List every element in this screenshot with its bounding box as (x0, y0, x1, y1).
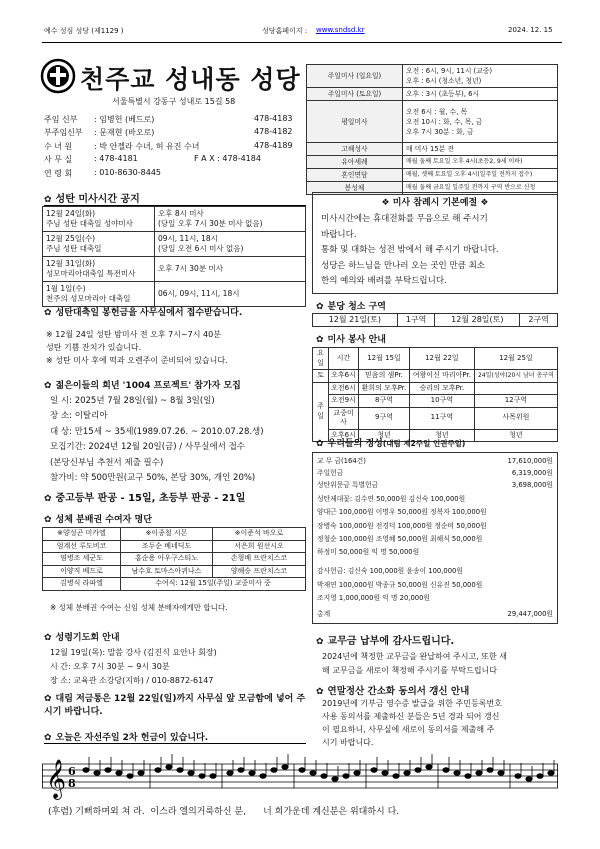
baptism-label: 유아세례 (307, 156, 403, 169)
thanks-heading: ✿ 교무금 납부에 감사드립니다. (316, 636, 455, 647)
note-head (238, 768, 244, 773)
consent-text: 2019년에 기부금 영수증 발급을 위한 주민등록번호 사용 동의서를 제출하신 분들은 5년 경과 되어 갱신 이 필요하니, 사무실에 새로이 동의서를 제출해 주 시기 바랍니다. (322, 699, 502, 747)
service-heading: ✿ 미사 봉사 안내 (316, 335, 386, 345)
note-head (393, 774, 399, 779)
note-head (382, 771, 388, 776)
christmas-time-cell: 오후 7시 30분 미사 (155, 257, 306, 282)
svg-text:𝄞: 𝄞 (46, 759, 67, 799)
header-divider (42, 42, 562, 43)
note-head (354, 771, 360, 776)
note-head (227, 771, 233, 776)
christmas-date-cell: 12월 24일(화) 주님 성탄 대축일 성야미사 (43, 207, 155, 232)
flower-bullet-icon: ✿ (316, 687, 324, 697)
flower-bullet-icon: ✿ (44, 308, 52, 318)
homepage-label: 성당홈페이지 : (262, 27, 308, 35)
note-head (415, 768, 421, 773)
confession-label: 고해성사 (307, 143, 403, 156)
staff-list (44, 114, 306, 181)
flower-bullet-icon: ✿ (44, 633, 52, 643)
staff-row: 연 령 회 : 010-8630-8445 (44, 167, 161, 178)
offering-total: 총계 29,447,000원 (317, 610, 553, 619)
cleaning-table: 12월 21일(토) 1구역 12월 28일(토) 2구역 (312, 313, 558, 327)
note-head (116, 771, 122, 776)
note-head (249, 771, 255, 776)
christmas-date-cell: 1월 1일(수) 천주의 성모마리아 대축일 (43, 282, 155, 307)
staff-row: 사 무 실 : 478-4181 F A X : 478-4184 (44, 154, 261, 165)
note-head (343, 774, 349, 779)
xmas-offering-heading: ✿ 성탄대축일 봉헌금을 사무실에서 접수받습니다. (44, 308, 243, 318)
minister-note: ※ 성체 분배권 수여는 신임 성체 분배자에게만 합니다. (50, 603, 228, 612)
offering-box (312, 452, 558, 624)
music-staff (42, 750, 558, 802)
note-head (282, 765, 288, 770)
note-head (454, 771, 460, 776)
consent-heading: ✿ 연말정산 간소화 동의서 갱신 안내 (316, 686, 470, 697)
christmas-time-cell: 09시, 11시, 18시 (당일 오전 6시 미사 없음) (155, 232, 306, 257)
weekday-mass-times: 오전 6시 : 월, 수, 목 오전 10시 : 화, 수, 목, 금 오후 7시 30분 : 화, 금 (403, 101, 558, 143)
youth-heading: ✿ 젊은이들의 희년 '1004 프로젝트' 참가자 모집 (44, 381, 241, 391)
christmas-time-cell: 오후 8시 미사 (당일 오후 7시 30분 미사 없음) (155, 207, 306, 232)
note-head (155, 768, 161, 773)
note-head (271, 768, 277, 773)
note-head (526, 777, 532, 782)
donor-list: 성탄제대꽃: 김수연 50,000원 김신숙 100,000원 양대근 100,000원 이명우 50,000원 정복자 100,000원 장병숙 100,000원 전경덕 100,000원 정순비 50,000원 정철순 100,000원 조영혜 50,000원 최해식 50,000원 하정미 50,000원 익 명 50,000원 감사헌금: 김신숙 100,000원 윤송이 100,000원 박재연 100,000원 박종규 50,000원 신유진 50,000원 조지영 1,000,000원 익 명 20,000원 (317, 495, 487, 603)
note-head (371, 768, 377, 773)
note-head (199, 774, 205, 779)
staff-row: 수 녀 원 : 박 안젤라 수녀, 허 유진 수녀 478-4189 (44, 140, 293, 151)
prayer-heading: ✿ 성령기도회 안내 (44, 633, 120, 643)
prayer-details: 12월 19일(목): 말씀 강사 (김진식 요안나 회장) 시 간: 오후 7시 30분 ~ 9시 30분 장 소: 교육관 소강당(지하) / 010-8872-6147 (50, 648, 217, 685)
flower-bullet-icon: ✿ (44, 694, 52, 704)
minister-table: ※양성곤 미카엘 ※이종철 시몬 ※이준석 바오로 엄계선 루도비코 조두순 베네딕도 서은희 원선시오 염병조 세군도 홍순용 아우구스티노 손형배 프란치스코 이양직 베드로 남수호 토마스아퀴나스 양해승 프란치스코 김병식 라파엘 수여식: 12월 15일(주일) 교중미사 중 (42, 527, 306, 591)
note-head (465, 774, 471, 779)
note-head (426, 765, 432, 770)
wedding-label: 혼인면담 (307, 169, 403, 182)
staff-row: 주임 신부 : 임병헌 (베드로) 478-4183 (44, 114, 293, 124)
note-head (83, 768, 89, 773)
note-head (138, 771, 144, 776)
saturday-mass-times: 오후 : 3시 (초등부), 6시 (403, 88, 558, 101)
note-head (105, 768, 111, 773)
note-head (332, 777, 338, 782)
sunday-mass-times: 오전 : 6시, 9시, 11시 (교중) 오후 : 6시 (청소년, 청년) (403, 65, 558, 88)
etiquette-box (312, 192, 558, 294)
youth-details: 일 시: 2025년 7월 28일(월) ~ 8월 3일(일) 장 소: 이탈리아 대 상: 만15세 ~ 35세(1989.07.26. ~ 2010.07.28.생) 모집기간: 2024년 12월 20일(금) / 사무실에서 접수 (본당신부님 추천서 제출 필수) 참가비: 약 500만원(교구 50%, 본당 30%, 개인 20%) (50, 396, 264, 484)
cleaning-heading: ✿ 분당 청소 구역 (316, 302, 386, 312)
christmas-date-cell: 12월 25일(수) 주님 성탄 대축일 (43, 232, 155, 257)
charity-announcement: ✿ 오늘은 자선주일 2차 헌금이 있습니다. (44, 730, 306, 744)
note-head (515, 774, 521, 779)
mass-schedule-table (306, 64, 558, 195)
issue-label: 예수 성심 성당 (제1129 ) (44, 27, 124, 35)
music-notation-icon (42, 750, 558, 802)
flower-bullet-icon: ✿ (44, 381, 52, 391)
page-title: 천주교 성내동 성당 (80, 65, 301, 94)
note-head (260, 774, 266, 779)
wedding-info: 매월, 셋째 토요일 오후 4시(일주일 전까지 접수) (403, 169, 558, 182)
note-head (177, 768, 183, 773)
note-head (188, 771, 194, 776)
note-head (127, 774, 133, 779)
issue-date: 2024. 12. 15 (508, 26, 553, 34)
envelope-notice: ✿ 대림 저금통은 12월 22일(일)까지 사무실 앞 모금함에 넣어 주시기 바랍니다. (44, 694, 306, 717)
offering-line: 성탄위문금 특별헌금 3,698,000원 (317, 481, 553, 489)
note-head (476, 771, 482, 776)
note-head (321, 774, 327, 779)
weekday-mass-label: 평일미사 (307, 101, 403, 143)
parish-logo-icon (40, 58, 76, 94)
staff-row: 부주임신부 : 문재현 (바오로) 478-4182 (44, 127, 293, 138)
flower-bullet-icon: ✿ (316, 335, 324, 345)
thanks-text: 2024년에 책정한 교무금을 완납하여 주시고, 또한 새 해 교무금을 새로이 책정해 주시기를 부탁드립니다 (322, 652, 507, 675)
flower-bullet-icon: ✿ (44, 195, 52, 205)
time-sig-top: 6 (68, 765, 76, 778)
offering-line: 주일헌금 6,319,000원 (317, 469, 553, 477)
etiquette-text: 미사시간에는 휴대전화를 무음으로 해 주시기 바랍니다. 통화 및 대화는 성전 밖에서 해 주시기 바랍니다. 성당은 하느님을 만나러 오는 곳인 만큼 최소 한의 예의와 배려를 부탁드립니다. (321, 214, 499, 286)
note-head (166, 765, 172, 770)
vestment-heading: ✿ 성체 분배권 수여자 명단 (44, 515, 152, 525)
note-head (487, 768, 493, 773)
etiquette-heading: ❖ 미사 참례시 기본예절 ❖ (381, 198, 489, 208)
confession-time: 매 미사 15분 전 (403, 143, 558, 156)
anointing-label: 봉성체 (307, 182, 403, 195)
christmas-table (42, 206, 306, 307)
note-head (310, 771, 316, 776)
note-head (537, 774, 543, 779)
flower-bullet-icon: ✿ (316, 439, 324, 449)
flower-bullet-icon: ✿ (316, 302, 324, 312)
address: 서울특별시 강동구 성내로 15길 58 (112, 97, 236, 106)
sunday-mass-label: 주일미사 (일요일) (307, 65, 403, 88)
saturday-mass-label: 주일미사 (토요일) (307, 88, 403, 101)
offering-line: 교 무 금(164건) 17,610,000원 (317, 457, 553, 465)
note-head (210, 774, 216, 779)
christmas-time-cell: 06시, 09시, 11시, 18시 (155, 282, 306, 307)
flower-bullet-icon: ✿ (316, 637, 324, 647)
homepage-link[interactable]: www.sndsd.kr (316, 26, 365, 34)
baptism-info: 매월 둘째 토요일 오후 4시(초등2, 9세 이하) (403, 156, 558, 169)
note-head (404, 771, 410, 776)
flower-bullet-icon: ✿ (44, 494, 52, 504)
xmas-notes: ※ 12월 24일 성탄 밤미사 전 오후 7시~7시 40분 성탄 기쁨 잔치가 있습니다. ※ 성탄 미사 후에 떡과 오렌주이 준비되어 있습니다. (46, 330, 228, 365)
anointing-info: 매월 둘째 금요일 일주일 전까지 구역 반으로 신청 (403, 182, 558, 195)
christmas-date-cell: 12월 31일(화) 성모마리아대축일 특전미사 (43, 257, 155, 282)
flower-bullet-icon: ✿ (44, 515, 52, 525)
flower-bullet-icon: ✿ (44, 733, 52, 743)
offering-heading: ✿ 우리들의 정성(대림 제2주일 인권주일) (316, 439, 466, 449)
time-sig-bottom: 8 (68, 777, 76, 790)
student-confession: ✿ 중고등부 판공 - 15일, 초등부 판공 - 21일 (44, 493, 246, 504)
hymn-lyrics: (후렴) 기뻐하며외 쳐 라. 이스라 엘의거룩하신 분, 너 희가운데 계신분은 위대하시 다. (48, 807, 400, 817)
note-head (498, 771, 504, 776)
note-head (94, 771, 100, 776)
christmas-heading: ✿ 성탄 미사시간 공지 (44, 190, 306, 206)
note-head (443, 768, 449, 773)
service-table: 요일 시간 12월 15일 12월 22일 12월 25일 토 오후6시 믿음의 샘Pr. 여왕이신 마리아Pr. 24일(성야)20시 남녀 총구역 주일 오전6시 환희의 모후Pr. 승리의 모후Pr. 오전9시 8구역 10구역 12구역 교중미사 9구역 11구역 사목위원 오후6시 청년 청년 청년 (312, 347, 558, 442)
note-head (299, 768, 305, 773)
note-head (548, 771, 554, 776)
